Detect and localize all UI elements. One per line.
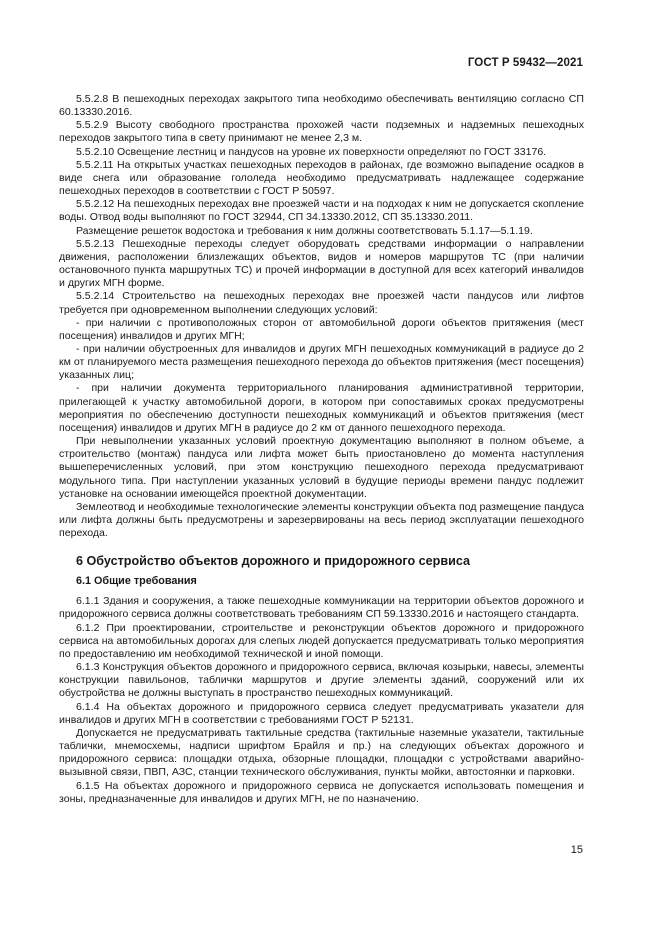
paragraph-5-5-2-14: 5.5.2.14 Строительство на пешеходных переходах вне проезжей части пандусов или лифтов требуется при одновременном выполнении следующих условий: [59, 290, 584, 316]
paragraph-land-allocation: Землеотвод и необходимые технологические элементы конструкции объекта под размещение пандуса или лифта должны быть предусмотрены и зарезервированы на весь период эксплуатации пешеходного перехода. [59, 500, 584, 540]
paragraph-5-5-2-9: 5.5.2.9 Высоту свободного пространства прохожей части подземных и надземных пешеходных переходов закрытого типа в свету принимают не менее 2,3 м. [59, 119, 584, 145]
paragraph-6-1-4: 6.1.4 На объектах дорожного и придорожного сервиса следует предусматривать указатели для инвалидов и других МГН в соответствии с требованиями ГОСТ Р 52131. [59, 700, 584, 726]
paragraph-5-5-2-11: 5.5.2.11 На открытых участках пешеходных переходов в районах, где возможно выпадение осадков в виде снега или образование гололеда необходимо предусматривать надлежащее содержание пешеходных переходов в соответствии с ГОСТ Р 50597. [59, 158, 584, 198]
list-item-condition-1: - при наличии с противоположных сторон от автомобильной дороги объектов притяжения (мест посещения) инвалидов и других МГН; [59, 316, 584, 342]
paragraph-5-5-2-10: 5.5.2.10 Освещение лестниц и пандусов на уровне их поверхности определяют по ГОСТ 33176. [76, 145, 547, 158]
paragraph-6-1-3: 6.1.3 Конструкция объектов дорожного и придорожного сервиса, включая козырьки, навесы, элементы конструкции павильонов, таблички маршрутов и другие элементы зданий, сооружений или их обустройства не должны выступать в пространство пешеходных коммуникаций. [59, 661, 584, 700]
subsection-6-1-heading: 6.1 Общие требования [76, 575, 197, 588]
list-item-condition-2: - при наличии обустроенных для инвалидов и других МГН пешеходных коммуникаций в радиусе до 2 км от планируемого места размещения пешеходного перехода до объектов притяжения (мест посещения) указанных лиц; [59, 342, 584, 382]
paragraph-6-1-2: 6.1.2 При проектировании, строительстве и реконструкции объектов дорожного и придорожного сервиса на автомобильных дорогах для слепых людей допускается предусматривать только мероприятия по предоставлению им необходимой технической и иной помощи. [59, 621, 584, 660]
page-number: 15 [570, 844, 583, 856]
section-6-heading: 6 Обустройство объектов дорожного и придорожного сервиса [76, 554, 471, 569]
paragraph-non-fulfillment: При невыполнении указанных условий проектную документацию выполняют в полном объеме, а строительство (монтаж) пандуса или лифта может быть приостановлено до момента наступления вышеперечисленных условий, при этом конструкцию пешеходного перехода предусматривают модульного типа. При наступлении указанных условий в будущие периоды времени пандус подлежит установке на основании имеющейся проектной документации. [59, 435, 584, 500]
list-item-condition-3: - при наличии документа территориального планирования административной территории, прилегающей к участку автомобильной дороги, в котором при сопоставимых сроках предусмотрены мероприятия по обеспечению доступности пешеходных коммуникаций и объектов притяжения (мест посещения) инвалидов и других МГН в радиусе до 2 км от данного пешеходного перехода. [59, 382, 584, 434]
paragraph-drain-grates: Размещение решеток водостока и требования к ним должны соответствовать 5.1.17—5.1.19. [76, 224, 533, 237]
paragraph-5-5-2-12: 5.5.2.12 На пешеходных переходах вне проезжей части и на подходах к ним не допускается скопление воды. Отвод воды выполняют по ГОСТ 32944, СП 34.13330.2012, СП 35.13330.2011. [59, 198, 584, 224]
document-standard-id: ГОСТ Р 59432—2021 [467, 57, 583, 69]
paragraph-tactile-exemption: Допускается не предусматривать тактильные средства (тактильные наземные указатели, тактильные таблички, мнемосхемы, надписи шрифтом Брайля и пр.) на следующих объектах дорожного и придорожного сервиса: площадки отдыха, обзорные площадки, площадки с устройствами аварийно-вызывной связи, ПВП, АЗС, станции технического обслуживания, пункты мойки, автостоянки и парковки. [59, 726, 584, 779]
document-body [59, 93, 584, 806]
paragraph-6-1-1: 6.1.1 Здания и сооружения, а также пешеходные коммуникации на территории объектов дорожного и придорожного сервиса должны соответствовать требованиям СП 59.13330.2016 и настоящего стандарта. [59, 595, 584, 621]
paragraph-5-5-2-13: 5.5.2.13 Пешеходные переходы следует оборудовать средствами информации о направлении движения, расположении близлежащих объектов, видов и номеров маршрутов ТС (при наличии остановочного пункта маршрутных ТС) и прочей информации в доступной для всех категорий инвалидов и других МГН форме. [59, 237, 584, 290]
paragraph-6-1-5: 6.1.5 На объектах дорожного и придорожного сервиса не допускается использовать помещения и зоны, предназначенные для инвалидов и других МГН, не по назначению. [59, 779, 584, 805]
paragraph-5-5-2-8: 5.5.2.8 В пешеходных переходах закрытого типа необходимо обеспечивать вентиляцию согласно СП 60.13330.2016. [59, 93, 584, 119]
